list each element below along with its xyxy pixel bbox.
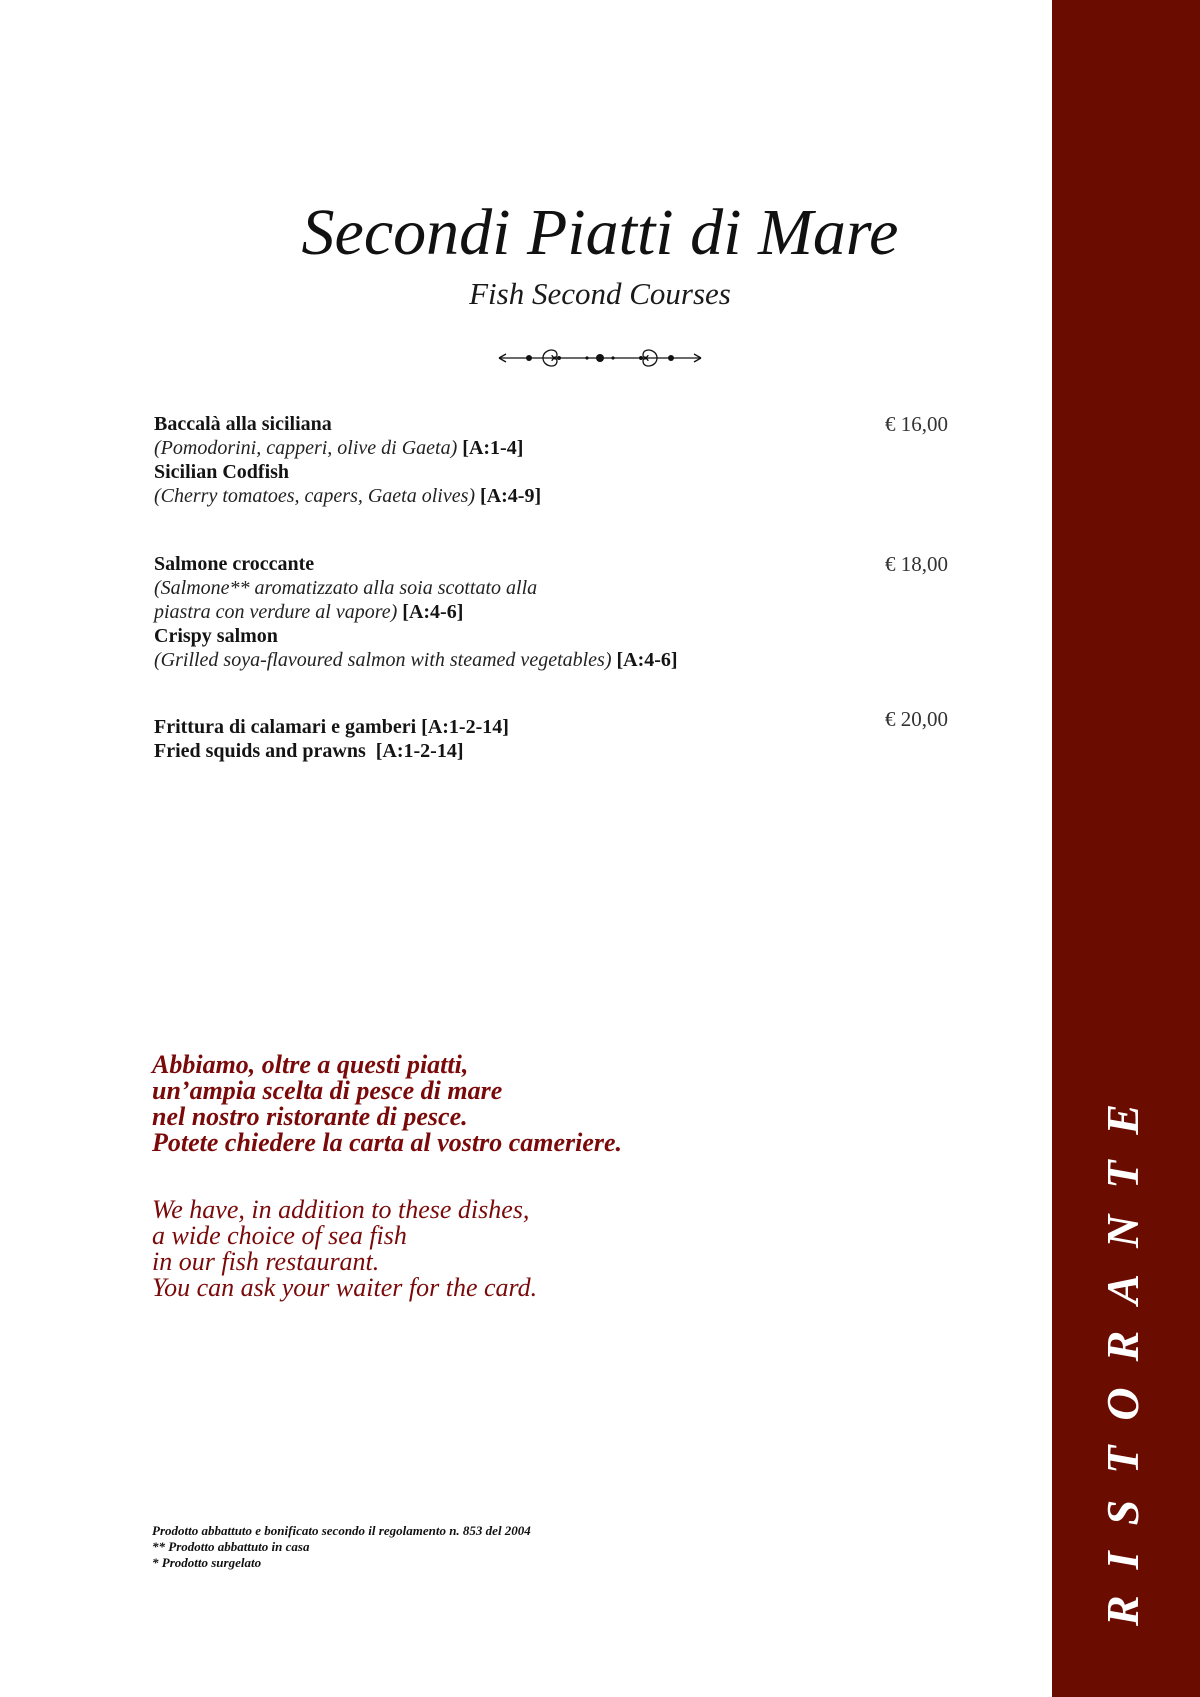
item-name-it: Baccalà alla siciliana — [154, 413, 332, 435]
item-price: € 20,00 — [885, 707, 948, 731]
note-line: in our fish restaurant. — [152, 1247, 380, 1276]
item-name-it: Frittura di calamari e gamberi — [154, 716, 417, 738]
item-desc-it: (Salmone** aromatizzato alla soia scottato alla — [154, 577, 538, 599]
footnote: ** Prodotto abbattuto in casa — [152, 1539, 310, 1554]
note-line: You can ask your waiter for the card. — [152, 1273, 538, 1302]
note-line: We have, in addition to these dishes, — [152, 1195, 530, 1224]
item-name-en: Crispy salmon — [154, 625, 278, 647]
item-allergens-it: [A:1-4] — [462, 437, 524, 459]
item-price: € 16,00 — [885, 412, 948, 436]
menu-item — [154, 707, 1034, 763]
note-line: un’ampia scelta di pesce di mare — [152, 1076, 503, 1105]
item-name-en: Sicilian Codfish — [154, 461, 290, 483]
note-line: Potete chiedere la carta al vostro cameriere. — [152, 1128, 623, 1157]
item-desc-en: (Grilled soya-flavoured salmon with steamed vegetables) — [154, 649, 612, 671]
item-name-it: Salmone croccante — [154, 553, 315, 575]
note-english — [152, 1197, 912, 1301]
scroll-ornament-icon — [495, 342, 705, 374]
sidebar-label: RISTORANTE — [1097, 1077, 1148, 1626]
menu-item — [154, 412, 1034, 508]
item-allergens-it: [A:4-6] — [402, 601, 464, 623]
menu-item — [154, 552, 1034, 672]
footnote: * Prodotto surgelato — [152, 1555, 262, 1570]
item-desc-it: piastra con verdure al vapore) — [154, 601, 398, 623]
item-name-en: Fried squids and prawns — [154, 740, 366, 762]
footnote: Prodotto abbattuto e bonificato secondo il regolamento n. 853 del 2004 — [152, 1523, 531, 1538]
item-desc-en: (Cherry tomatoes, capers, Gaeta olives) — [154, 485, 476, 507]
footnotes — [152, 1523, 852, 1571]
note-line: a wide choice of sea fish — [152, 1221, 407, 1250]
item-allergens-en: [A:4-6] — [616, 649, 678, 671]
note-line: nel nostro ristorante di pesce. — [152, 1102, 468, 1131]
note-line: Abbiamo, oltre a questi piatti, — [152, 1050, 469, 1079]
item-allergens-it: [A:1-2-14] — [421, 716, 509, 738]
note-italian — [152, 1052, 912, 1156]
item-allergens-en: [A:4-9] — [480, 485, 542, 507]
item-allergens-en: [A:1-2-14] — [375, 740, 464, 762]
item-desc-it: (Pomodorini, capperi, olive di Gaeta) — [154, 437, 458, 459]
page-title: Secondi Piatti di Mare — [301, 196, 899, 269]
page-subtitle: Fish Second Courses — [469, 276, 731, 311]
item-price: € 18,00 — [885, 552, 948, 576]
